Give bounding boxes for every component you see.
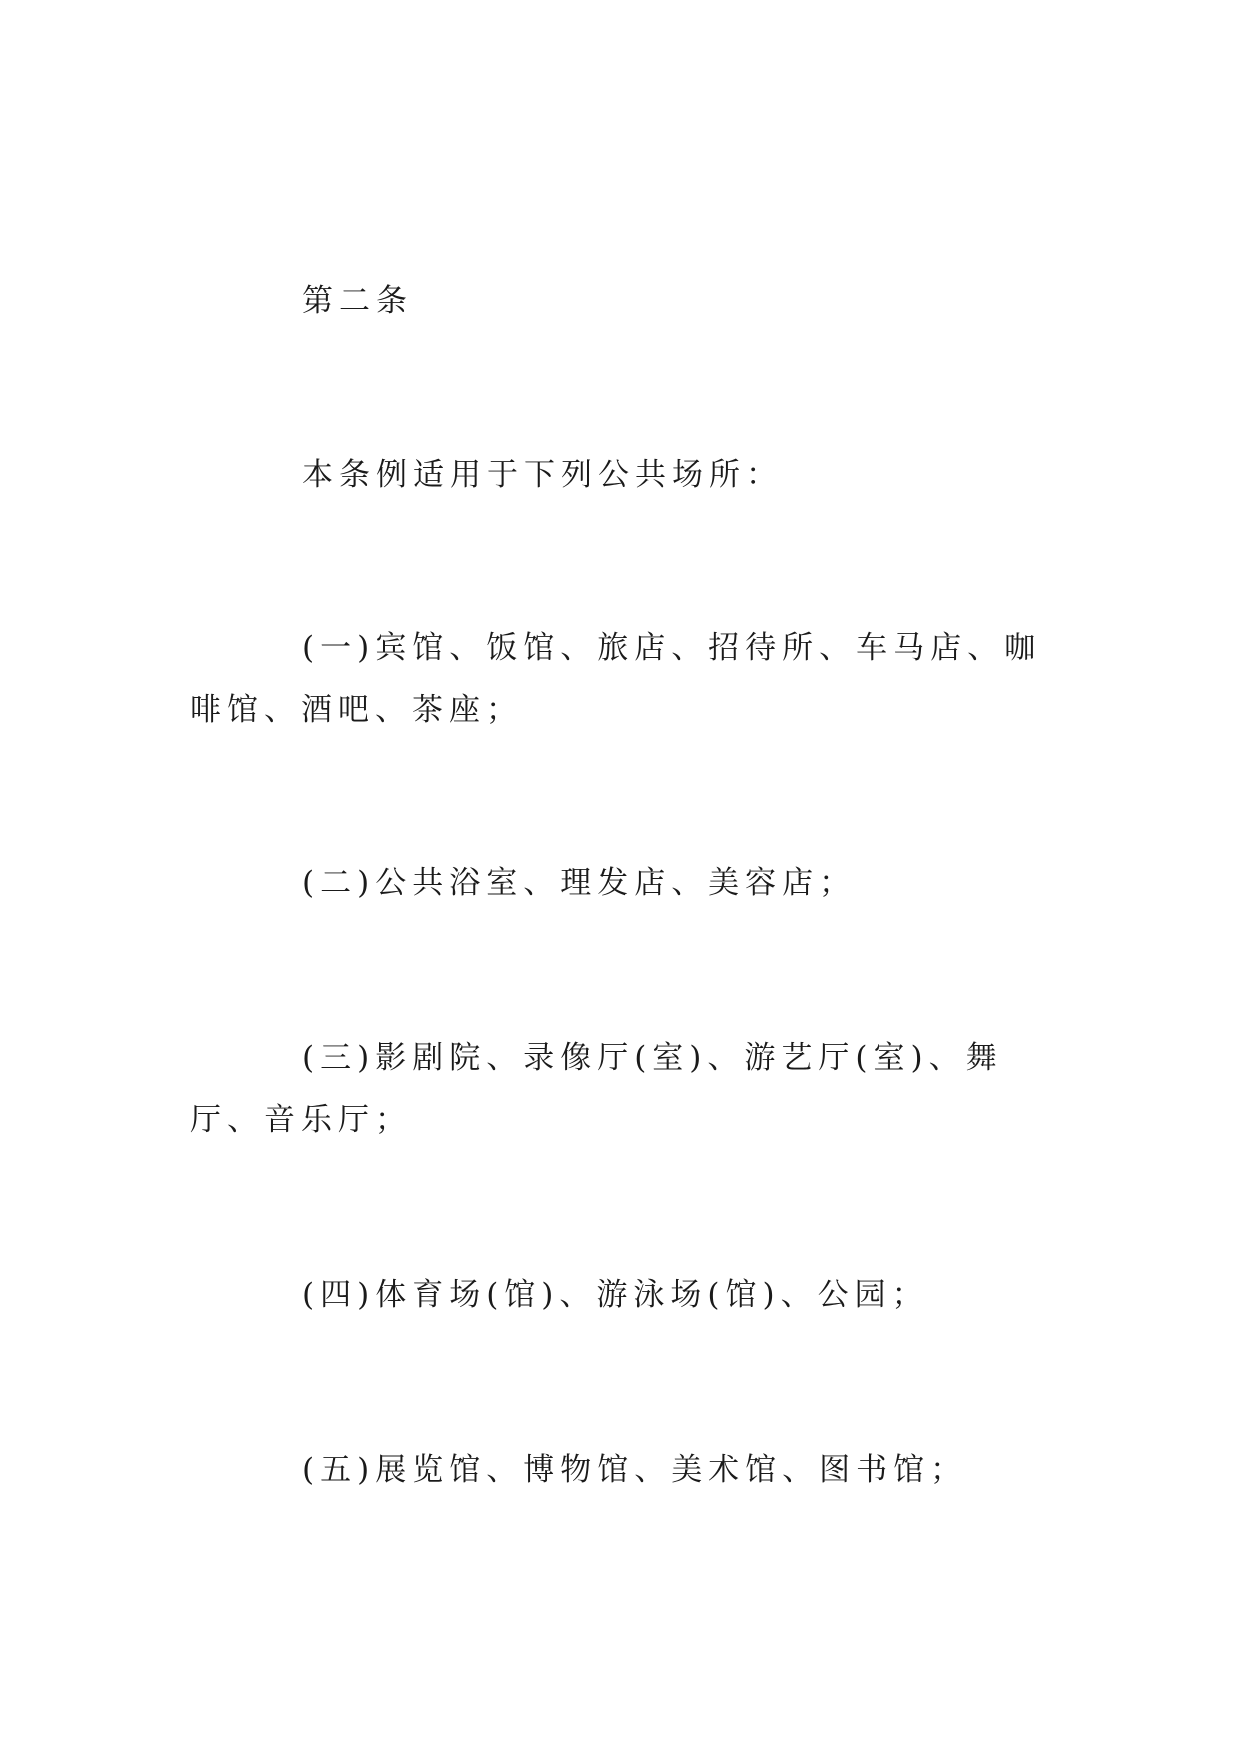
list-item-4: (四)体育场(馆)、游泳场(馆)、公园；: [302, 1277, 929, 1313]
list-item-1: (一)宾馆、饭馆、旅店、招待所、车马店、咖啡馆、酒吧、茶座；: [190, 630, 1042, 728]
scope-intro-paragraph: 本条例适用于下列公共场所：: [302, 457, 783, 493]
list-item-5: (五)展览馆、博物馆、美术馆、图书馆；: [302, 1452, 968, 1488]
list-item-3: (三)影剧院、录像厅(室)、游艺厅(室)、舞厅、音乐厅；: [190, 1040, 1003, 1138]
list-item-2: (二)公共浴室、理发店、美容店；: [302, 865, 857, 901]
article-heading: 第二条: [302, 283, 413, 319]
